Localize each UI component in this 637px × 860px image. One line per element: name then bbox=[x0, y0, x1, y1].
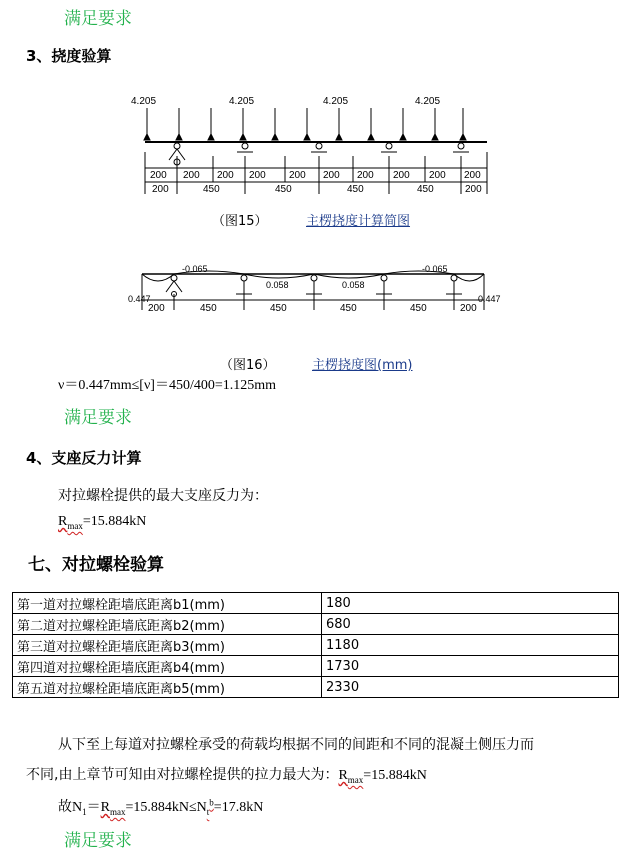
deflection-label: 0.058 bbox=[266, 280, 289, 290]
r-symbol: R bbox=[338, 768, 348, 783]
load-arrows bbox=[147, 108, 463, 140]
r-subscript: max bbox=[67, 520, 83, 531]
fig16-caption-link[interactable]: 主楞挠度图 bbox=[312, 358, 378, 373]
dim-label: 200 bbox=[217, 170, 234, 181]
r-subscript: max bbox=[347, 774, 364, 785]
dim-label: 200 bbox=[150, 170, 167, 181]
fig16-caption bbox=[312, 354, 413, 373]
check-end: =17.8kN bbox=[213, 800, 264, 815]
fig15-beam-diagram bbox=[125, 90, 505, 202]
table-cell-label: 第二道对拉螺栓距墙底距离b2(mm) bbox=[13, 614, 322, 635]
r-value: =15.884kN bbox=[82, 514, 147, 529]
check-r-sub: max bbox=[109, 806, 126, 817]
bolt-spacing-table bbox=[12, 592, 619, 698]
section-7-status: 满足要求 bbox=[64, 831, 132, 851]
check-r: R bbox=[100, 800, 110, 815]
paragraph-line-2 bbox=[26, 764, 427, 785]
section-4-text: 对拉螺栓提供的最大支座反力为： bbox=[58, 488, 268, 504]
load-label: 4.205 bbox=[229, 96, 255, 107]
deflection-label: 0.058 bbox=[342, 280, 365, 290]
check-nt-sup: b bbox=[209, 797, 214, 808]
table-cell-label: 第一道对拉螺栓距墙底距离b1(mm) bbox=[13, 593, 322, 614]
fig16-supports bbox=[166, 275, 462, 297]
table-row bbox=[13, 677, 619, 698]
dim-label: 450 bbox=[347, 184, 364, 195]
deflection-formula: ν＝0.447mm≤[ν]＝450/400=1.125mm bbox=[58, 378, 277, 393]
dim-label: 200 bbox=[465, 184, 482, 195]
table-cell-label: 第三道对拉螺栓距墙底距离b3(mm) bbox=[13, 635, 322, 656]
table-row bbox=[13, 656, 619, 677]
fig16-deflection-diagram bbox=[128, 264, 501, 316]
section-3-heading: 3、挠度验算 bbox=[26, 47, 112, 65]
table-cell-label: 第四道对拉螺栓距墙底距离b4(mm) bbox=[13, 656, 322, 677]
dim-label: 450 bbox=[203, 184, 220, 195]
paragraph-text: 不同,由上章节可知由对拉螺栓提供的拉力最大为： bbox=[26, 767, 339, 783]
load-label: 4.205 bbox=[415, 96, 441, 107]
fig16-caption-unit: (mm) bbox=[377, 358, 413, 373]
dim-label: 200 bbox=[249, 170, 266, 181]
section-7-heading: 七、对拉螺栓验算 bbox=[28, 555, 164, 575]
dim-label: 450 bbox=[270, 303, 287, 314]
dim-label: 450 bbox=[417, 184, 434, 195]
dim-label: 200 bbox=[148, 303, 165, 314]
check-prefix: 故N bbox=[58, 800, 83, 815]
load-label: 4.205 bbox=[131, 96, 157, 107]
bolt-check-formula bbox=[58, 796, 263, 817]
deflection-label: -0.065 bbox=[422, 264, 448, 274]
table-row bbox=[13, 593, 619, 614]
table-cell-value: 1730 bbox=[322, 656, 619, 677]
paragraph-line-1: 从下至上每道对拉螺栓承受的荷载均根据不同的间距和不同的混凝土侧压力而 bbox=[58, 737, 534, 753]
top-status-text: 满足要求 bbox=[64, 9, 132, 29]
reaction-value bbox=[58, 514, 146, 531]
fig16-caption-number: （图16） bbox=[220, 358, 276, 373]
dim-label: 450 bbox=[340, 303, 357, 314]
deflection-label: -0.065 bbox=[182, 264, 208, 274]
dim-label: 200 bbox=[429, 170, 446, 181]
fig15-caption-number: （图15） bbox=[212, 214, 268, 229]
section-3-status: 满足要求 bbox=[64, 408, 132, 428]
dim-label: 200 bbox=[323, 170, 340, 181]
section-4-heading: 4、支座反力计算 bbox=[26, 449, 142, 467]
dim-label: 200 bbox=[289, 170, 306, 181]
dim-label: 200 bbox=[460, 303, 477, 314]
fig15-caption-link[interactable]: 主楞挠度计算简图 bbox=[306, 214, 411, 229]
table-row bbox=[13, 614, 619, 635]
dim-label: 450 bbox=[275, 184, 292, 195]
check-nt-sub: t bbox=[206, 806, 210, 817]
deflection-label: 0.447 bbox=[128, 294, 151, 304]
dim-label: 450 bbox=[410, 303, 427, 314]
table-cell-value: 180 bbox=[322, 593, 619, 614]
dim-label: 450 bbox=[200, 303, 217, 314]
check-mid: =15.884kN≤N bbox=[125, 800, 207, 815]
r-symbol: R bbox=[58, 514, 68, 529]
load-label: 4.205 bbox=[323, 96, 349, 107]
table-cell-value: 2330 bbox=[322, 677, 619, 698]
dim-label: 200 bbox=[464, 170, 481, 181]
table-cell-value: 1180 bbox=[322, 635, 619, 656]
dim-label: 200 bbox=[393, 170, 410, 181]
dim-label: 200 bbox=[183, 170, 200, 181]
dim-label: 200 bbox=[357, 170, 374, 181]
check-eq: ＝ bbox=[86, 800, 101, 815]
table-cell-value: 680 bbox=[322, 614, 619, 635]
table-cell-label: 第五道对拉螺栓距墙底距离b5(mm) bbox=[13, 677, 322, 698]
r-value: =15.884kN bbox=[363, 768, 427, 783]
check-n-sub: 1 bbox=[82, 806, 87, 817]
table-row bbox=[13, 635, 619, 656]
dim-label: 200 bbox=[152, 184, 169, 195]
deflection-label: 0.447 bbox=[478, 294, 501, 304]
